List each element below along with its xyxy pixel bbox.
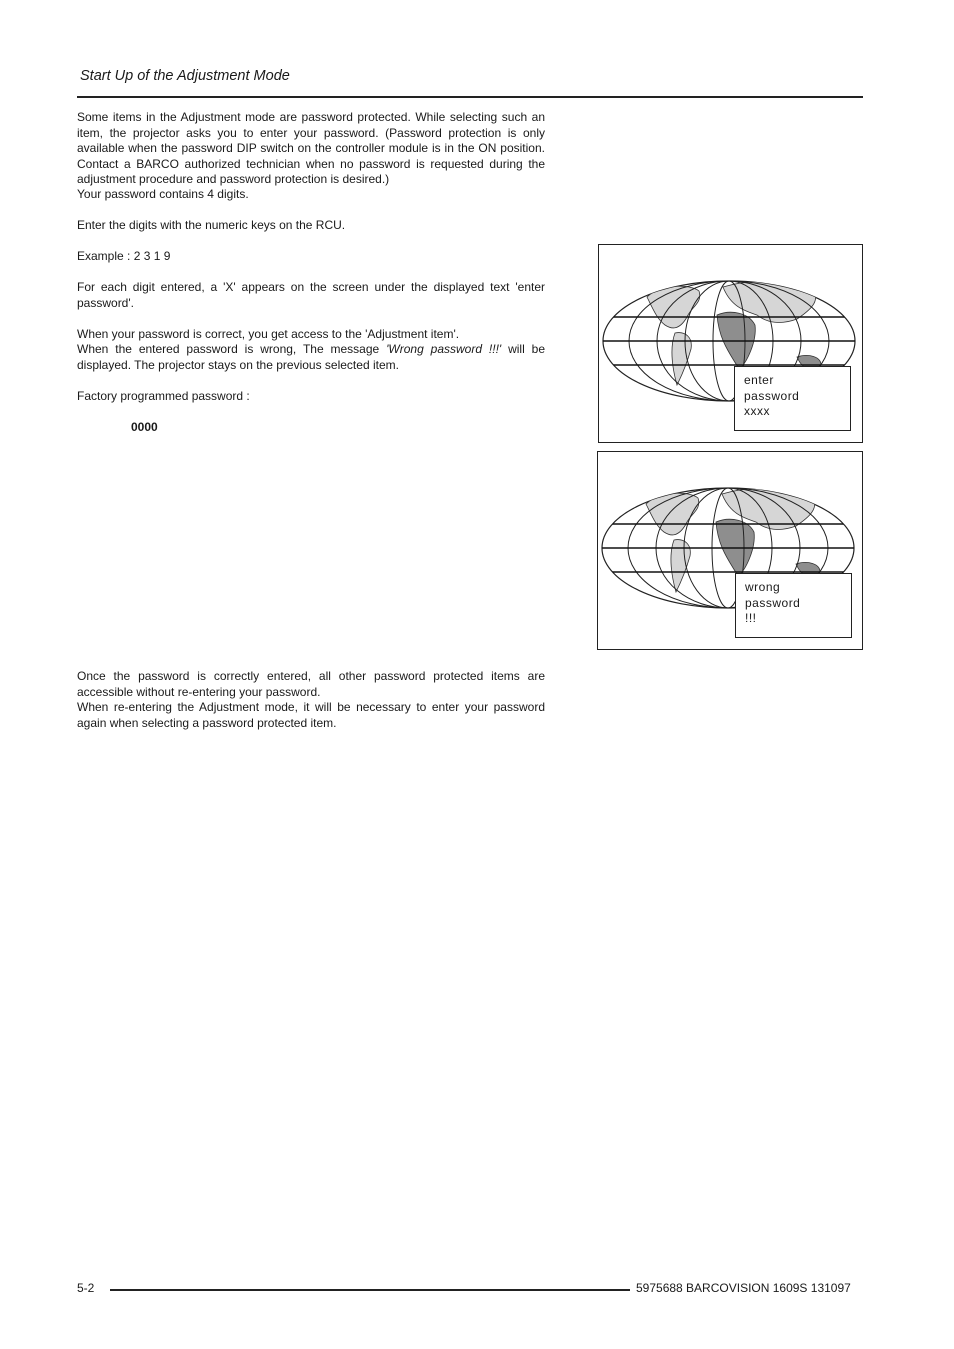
enter-password-figure (598, 244, 863, 443)
enter-password-osd: enter password xxxx (734, 366, 851, 431)
footer-rule (110, 1289, 630, 1291)
example-text: Example : 2 3 1 9 (77, 249, 171, 263)
correct-password-text: When your password is correct, you get access to the 'Adjustment item'. (77, 327, 460, 341)
digits-note: Your password contains 4 digits. (77, 187, 249, 201)
factory-password-label: Factory programmed password : (77, 389, 250, 403)
wrong-password-osd: wrong password !!! (735, 573, 852, 638)
rcu-instruction: Enter the digits with the numeric keys on the RCU. (77, 218, 346, 232)
reentry-paragraph: When re-entering the Adjustment mode, it will be necessary to enter your password again when selecting a password protected item. (77, 700, 545, 730)
page-number: 5-2 (77, 1281, 95, 1295)
wrong-password-figure (597, 451, 863, 650)
wrong-password-message: 'Wrong password !!!' (386, 342, 502, 356)
digit-feedback-paragraph: For each digit entered, a 'X' appears on the screen under the displayed text 'enter password'. (77, 280, 545, 310)
password-persistence-paragraph: Once the password is correctly entered, all other password protected items are accessible without re-entering your password. (77, 669, 545, 699)
document-id: 5975688 BARCOVISION 1609S 131097 (636, 1281, 851, 1295)
wrong-password-paragraph: When the entered password is wrong, The message 'Wrong password !!!' will be displayed. The projector stays on the previous selected item. (77, 342, 546, 372)
factory-password-value: 0000 (131, 420, 158, 434)
page-title: Start Up of the Adjustment Mode (80, 68, 290, 84)
header-rule (77, 96, 863, 98)
intro-paragraph: Some items in the Adjustment mode are password protected. While selecting such an item, the projector asks you to enter your password. (Password protection is only available when the password DIP switch on the controller module is in the ON position. Contact a BARCO authorized technician when no password is requested during the adjustment procedure and password protection is desired.) (77, 110, 545, 187)
